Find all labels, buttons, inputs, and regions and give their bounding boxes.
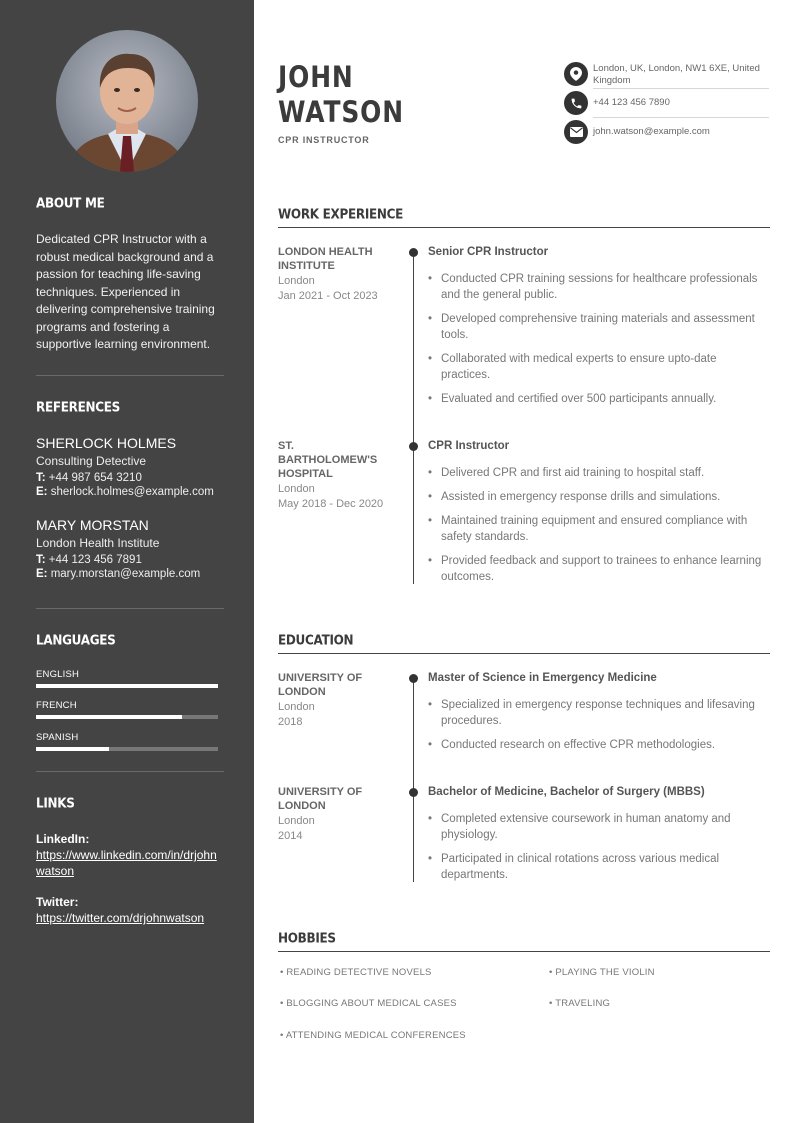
- first-name: JOHN: [278, 60, 354, 94]
- contact-address: [564, 62, 769, 87]
- timeline-dot: [409, 674, 418, 683]
- education-entry-details: [428, 785, 768, 891]
- last-name: WATSON: [278, 95, 404, 129]
- section-rule: [278, 227, 770, 228]
- degree-title: Bachelor of Medicine, Bachelor of Surgery (MBBS): [428, 786, 705, 798]
- reference-email: [36, 486, 226, 498]
- bullet-item: • Developed comprehensive training materials and assessment tools.: [428, 311, 768, 343]
- linkedin-link[interactable]: https://www.linkedin.com/in/drjohnwatson: [36, 848, 217, 878]
- bullet-list: [428, 271, 768, 407]
- degree-title: Master of Science in Emergency Medicine: [428, 672, 657, 684]
- hobby-item: • BLOGGING ABOUT MEDICAL CASES: [280, 998, 457, 1009]
- hobbies-heading: HOBBIES: [278, 930, 336, 946]
- about-heading: ABOUT ME: [36, 195, 105, 211]
- envelope-icon: [564, 120, 588, 144]
- language-level-fill: [36, 684, 218, 688]
- timeline-dot: [409, 788, 418, 797]
- phone-icon: [564, 91, 588, 115]
- language-name: FRENCH: [36, 700, 77, 711]
- language-level-bar: [36, 684, 218, 688]
- work-timeline: [413, 252, 414, 584]
- divider: [36, 771, 224, 772]
- education-entry-org: [278, 671, 398, 729]
- section-rule: [278, 653, 770, 654]
- reference-item: [36, 435, 226, 498]
- reference-email-value: sherlock.holmes@example.com: [50, 486, 214, 498]
- bullet-item: • Provided feedback and support to trainees to enhance learning outcomes.: [428, 553, 768, 585]
- language-level-fill: [36, 715, 182, 719]
- section-rule: [278, 951, 770, 952]
- references-heading: REFERENCES: [36, 399, 120, 415]
- timeline-dot: [409, 442, 418, 451]
- address-text: London, UK, London, NW1 6XE, United Kingdom: [593, 63, 760, 86]
- organization: ST. BARTHOLOMEW'S HOSPITAL: [278, 440, 378, 480]
- phone-label: T:: [36, 554, 46, 566]
- contact-email: [564, 120, 769, 144]
- language-item: [36, 700, 218, 719]
- language-level-bar: [36, 747, 218, 751]
- work-entry-details: [428, 439, 768, 593]
- location: London: [278, 815, 315, 827]
- bullet-list: [428, 465, 768, 585]
- dates: 2014: [278, 830, 303, 842]
- language-name: SPANISH: [36, 732, 79, 743]
- reference-phone: [36, 472, 226, 484]
- twitter-link[interactable]: https://twitter.com/drjohnwatson: [36, 911, 205, 925]
- bullet-item: • Specialized in emergency response techniques and lifesaving procedures.: [428, 697, 768, 729]
- email-label: E:: [36, 486, 48, 498]
- link-label: LinkedIn:: [36, 832, 90, 846]
- language-name: ENGLISH: [36, 669, 80, 680]
- organization: UNIVERSITY OF LONDON: [278, 672, 363, 698]
- work-entry-org: [278, 245, 398, 303]
- hobby-item: • READING DETECTIVE NOVELS: [280, 967, 432, 978]
- hobby-item: • ATTENDING MEDICAL CONFERENCES: [280, 1030, 466, 1041]
- bullet-item: • Assisted in emergency response drills and simulations.: [428, 489, 768, 505]
- contact-phone: [564, 91, 769, 115]
- bullet-item: • Conducted research on effective CPR methodologies.: [428, 737, 768, 753]
- profile-photo: [56, 30, 198, 172]
- full-name: [278, 60, 404, 130]
- hobby-item: • TRAVELING: [549, 998, 611, 1009]
- organization: UNIVERSITY OF LONDON: [278, 786, 363, 812]
- divider: [36, 608, 224, 609]
- dates: Jan 2021 - Oct 2023: [278, 290, 378, 302]
- education-timeline: [413, 678, 414, 882]
- reference-phone-value: +44 987 654 3210: [48, 472, 142, 484]
- email-label: E:: [36, 568, 48, 580]
- language-item: [36, 669, 218, 688]
- reference-email-value: mary.morstan@example.com: [50, 568, 201, 580]
- language-level-fill: [36, 747, 109, 751]
- language-item: [36, 732, 218, 751]
- location: London: [278, 701, 315, 713]
- bullet-list: [428, 697, 768, 753]
- sidebar: [0, 0, 254, 1123]
- reference-name: SHERLOCK HOLMES: [36, 435, 177, 451]
- bullet-item: • Collaborated with medical experts to ensure upto-date practices.: [428, 351, 768, 383]
- language-level-bar: [36, 715, 218, 719]
- link-item-linkedin: [36, 832, 222, 879]
- link-item-twitter: [36, 895, 226, 926]
- reference-phone: [36, 554, 226, 566]
- hobby-item: • PLAYING THE VIOLIN: [549, 967, 655, 978]
- timeline-dot: [409, 248, 418, 257]
- languages-heading: LANGUAGES: [36, 632, 116, 648]
- bullet-item: • Maintained training equipment and ensured compliance with safety standards.: [428, 513, 768, 545]
- bullet-item: • Conducted CPR training sessions for healthcare professionals and the general public.: [428, 271, 768, 303]
- reference-phone-value: +44 123 456 7891: [48, 554, 142, 566]
- reference-title: London Health Institute: [36, 536, 160, 550]
- divider: [36, 375, 224, 376]
- reference-item: [36, 517, 226, 580]
- job-title: CPR INSTRUCTOR: [278, 135, 370, 145]
- bullet-item: • Delivered CPR and first aid training to hospital staff.: [428, 465, 768, 481]
- location: London: [278, 483, 315, 495]
- phone-label: T:: [36, 472, 46, 484]
- role-title: CPR Instructor: [428, 440, 510, 452]
- role-title: Senior CPR Instructor: [428, 246, 549, 258]
- reference-title: Consulting Detective: [36, 454, 147, 468]
- links-heading: LINKS: [36, 795, 75, 811]
- contact-separator: [593, 117, 769, 118]
- bullet-list: [428, 811, 768, 883]
- about-text: Dedicated CPR Instructor with a robust medical background and a passion for teaching life-saving techniques. Experienced in delivering comprehensive training programs and fostering a supportive learning environment.: [36, 232, 215, 351]
- link-label: Twitter:: [36, 895, 79, 909]
- organization: LONDON HEALTH INSTITUTE: [278, 246, 373, 272]
- location-pin-icon: [564, 62, 588, 86]
- work-entry-details: [428, 245, 768, 415]
- bullet-item: • Evaluated and certified over 500 participants annually.: [428, 391, 768, 407]
- education-entry-details: [428, 671, 768, 761]
- phone-text: +44 123 456 7890: [593, 97, 670, 108]
- education-entry-org: [278, 785, 398, 843]
- reference-email: [36, 568, 226, 580]
- reference-name: MARY MORSTAN: [36, 517, 149, 533]
- bullet-item: • Completed extensive coursework in human anatomy and physiology.: [428, 811, 768, 843]
- education-heading: EDUCATION: [278, 632, 354, 648]
- work-experience-heading: WORK EXPERIENCE: [278, 206, 404, 222]
- location: London: [278, 275, 315, 287]
- dates: May 2018 - Dec 2020: [278, 498, 384, 510]
- contact-separator: [593, 88, 769, 89]
- email-text[interactable]: john.watson@example.com: [593, 126, 710, 137]
- work-entry-org: [278, 439, 390, 511]
- bullet-item: • Participated in clinical rotations across various medical departments.: [428, 851, 768, 883]
- dates: 2018: [278, 716, 303, 728]
